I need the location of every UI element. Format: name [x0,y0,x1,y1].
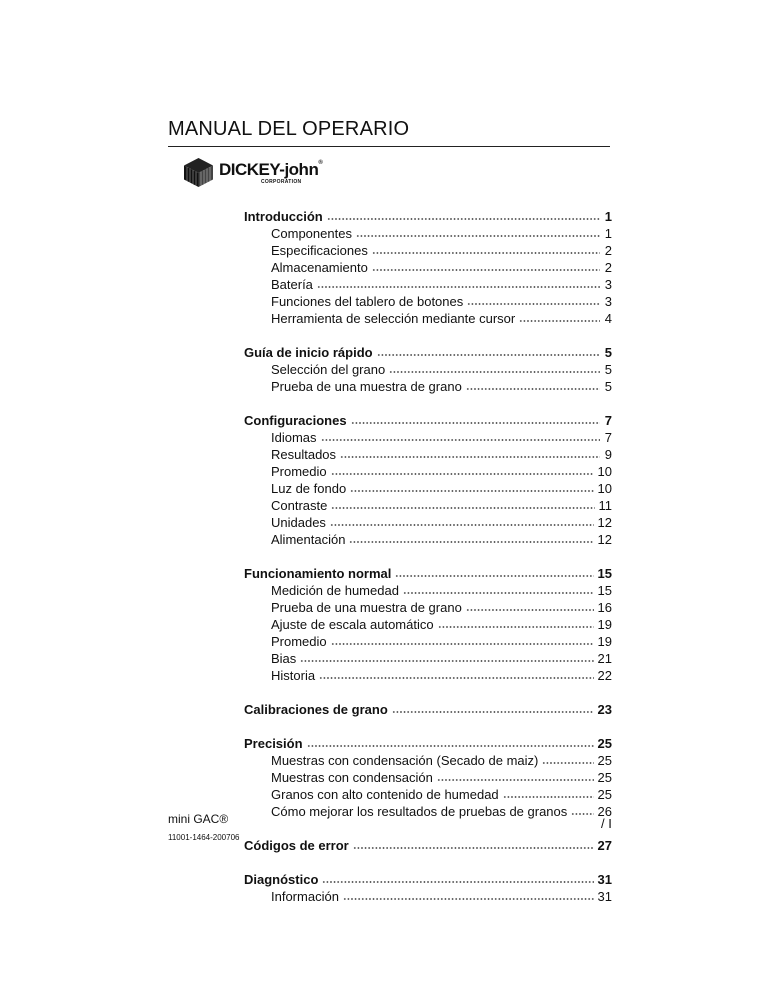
dot-leader [319,677,593,679]
toc-entry[interactable] [244,752,612,769]
toc-entry[interactable] [244,769,612,786]
toc-label: Introducción [244,209,323,224]
toc-entry[interactable] [244,378,612,395]
toc-label: Historia [271,668,316,683]
dot-leader [466,609,594,611]
toc-label: Códigos de error [244,838,349,853]
toc-page-number: 26 [597,804,612,819]
dot-leader [343,898,594,900]
toc-section [244,412,612,548]
toc-entry[interactable] [244,888,612,905]
dot-leader [350,490,593,492]
toc-section [244,208,612,327]
toc-page-number: 15 [597,583,612,598]
toc-label: Diagnóstico [244,872,319,887]
dot-leader [389,371,600,373]
dot-leader [467,303,600,305]
toc-label: Funcionamiento normal [244,566,392,581]
dot-leader [322,881,593,883]
toc-entry[interactable] [244,225,612,242]
toc-label: Batería [271,277,313,292]
title-divider [168,146,610,147]
toc-entry[interactable] [244,310,612,327]
toc-label: Prueba de una muestra de grano [271,379,462,394]
dot-leader [321,439,600,441]
dot-leader [542,762,593,764]
toc-section-heading[interactable] [244,837,612,854]
toc-page-number: 1 [604,209,612,224]
toc-entry[interactable] [244,599,612,616]
dot-leader [519,320,600,322]
toc-page-number: 22 [597,668,612,683]
dot-leader [317,286,600,288]
toc-entry[interactable] [244,293,612,310]
toc-page-number: 25 [597,787,612,802]
toc-label: Especificaciones [271,243,368,258]
dot-leader [466,388,600,390]
toc-page-number: 27 [597,838,612,853]
logo-wordmark: DICKEY-john [219,160,319,179]
dot-leader [437,779,594,781]
toc-entry[interactable] [244,276,612,293]
toc-section-heading[interactable] [244,565,612,582]
toc-page-number: 12 [597,532,612,547]
dot-leader [395,575,593,577]
toc-label: Bias [271,651,297,666]
toc-label: Medición de humedad [271,583,399,598]
toc-entry[interactable] [244,497,612,514]
dot-leader [571,813,593,815]
dot-leader [503,796,594,798]
toc-page-number: 3 [604,277,612,292]
toc-label: Promedio [271,634,327,649]
dot-leader [331,643,594,645]
toc-label: Herramienta de selección mediante cursor [271,311,516,326]
toc-label: Alimentación [271,532,346,547]
toc-entry[interactable] [244,616,612,633]
toc-label: Resultados [271,447,337,462]
dot-leader [372,269,600,271]
toc-label: Ajuste de escala automático [271,617,434,632]
toc-entry[interactable] [244,582,612,599]
footer-product: mini GAC® [168,812,229,826]
toc-page-number: 10 [597,464,612,479]
toc-entry[interactable] [244,361,612,378]
dot-leader [351,422,600,424]
toc-page-number: 21 [597,651,612,666]
toc-page-number: 10 [597,481,612,496]
toc-page-number: 4 [604,311,612,326]
toc-label: Calibraciones de grano [244,702,388,717]
toc-label: Prueba de una muestra de grano [271,600,462,615]
logo-subtitle: CORPORATION [261,179,302,185]
toc-page-number: 3 [604,294,612,309]
toc-label: Almacenamiento [271,260,368,275]
dot-leader [340,456,600,458]
page-number: / I [601,816,612,831]
dot-leader [330,524,594,526]
toc-entry[interactable] [244,446,612,463]
toc-label: Configuraciones [244,413,347,428]
toc-page-number: 11 [598,498,612,513]
dot-leader [327,218,600,220]
toc-page-number: 5 [604,362,612,377]
dot-leader [356,235,600,237]
toc-page-number: 1 [604,226,612,241]
toc-entry[interactable] [244,463,612,480]
toc-label: Precisión [244,736,303,751]
toc-label: Granos con alto contenido de humedad [271,787,499,802]
toc-section-heading[interactable] [244,412,612,429]
dot-leader [392,711,594,713]
toc-label: Guía de inicio rápido [244,345,373,360]
toc-entry[interactable] [244,633,612,650]
toc-page-number: 31 [597,889,612,904]
toc-section-heading[interactable] [244,208,612,225]
toc-entry[interactable] [244,803,612,820]
dot-leader [403,592,594,594]
toc-entry[interactable] [244,650,612,667]
toc-entry[interactable] [244,480,612,497]
toc-page-number: 25 [597,753,612,768]
dot-leader [349,541,593,543]
toc-label: Muestras con condensación (Secado de maiz) [271,753,539,768]
dot-leader [377,354,600,356]
toc-page-number: 19 [597,634,612,649]
toc-page-number: 12 [597,515,612,530]
dickey-john-logo [183,157,322,188]
toc-label: Promedio [271,464,327,479]
toc-entry[interactable] [244,429,612,446]
toc-page-number: 31 [597,872,612,887]
toc-page-number: 16 [597,600,612,615]
toc-page-number: 23 [597,702,612,717]
toc-page-number: 15 [597,566,612,581]
dot-leader [307,745,594,747]
toc-label: Luz de fondo [271,481,347,496]
toc-section [244,701,612,718]
toc-label: Selección del grano [271,362,386,377]
toc-entry[interactable] [244,259,612,276]
toc-label: Idiomas [271,430,317,445]
toc-page-number: 9 [604,447,612,462]
toc-page-number: 2 [604,260,612,275]
toc-page-number: 19 [597,617,612,632]
toc-page-number: 25 [597,736,612,751]
toc-page-number: 5 [604,345,612,360]
dot-leader [331,507,594,509]
toc-label: Funciones del tablero de botones [271,294,464,309]
table-of-contents [244,208,612,922]
toc-entry[interactable] [244,514,612,531]
logo-cube-icon [183,157,214,188]
toc-section [244,871,612,905]
dot-leader [300,660,593,662]
toc-page-number: 5 [604,379,612,394]
dot-leader [353,847,594,849]
toc-page-number: 2 [604,243,612,258]
toc-label: Cómo mejorar los resultados de pruebas de granos [271,804,568,819]
dot-leader [331,473,594,475]
toc-label: Información [271,889,339,904]
toc-page-number: 7 [604,430,612,445]
document-title: MANUAL DEL OPERARIO [168,118,410,140]
toc-section-heading[interactable] [244,871,612,888]
toc-page-number: 25 [597,770,612,785]
toc-label: Contraste [271,498,328,513]
toc-section [244,565,612,684]
logo-registered-mark: ® [318,160,323,166]
toc-section-heading[interactable] [244,701,612,718]
toc-section-heading[interactable] [244,344,612,361]
toc-entry[interactable] [244,242,612,259]
toc-section-heading[interactable] [244,735,612,752]
toc-entry[interactable] [244,786,612,803]
toc-section [244,735,612,820]
toc-label: Muestras con condensación [271,770,433,785]
toc-section [244,344,612,395]
toc-label: Unidades [271,515,326,530]
toc-entry[interactable] [244,531,612,548]
toc-entry[interactable] [244,667,612,684]
toc-page-number: 7 [604,413,612,428]
footer-document-code: 11001-1464-200706 [168,833,240,842]
toc-label: Componentes [271,226,352,241]
dot-leader [438,626,594,628]
dot-leader [372,252,600,254]
toc-section [244,837,612,854]
